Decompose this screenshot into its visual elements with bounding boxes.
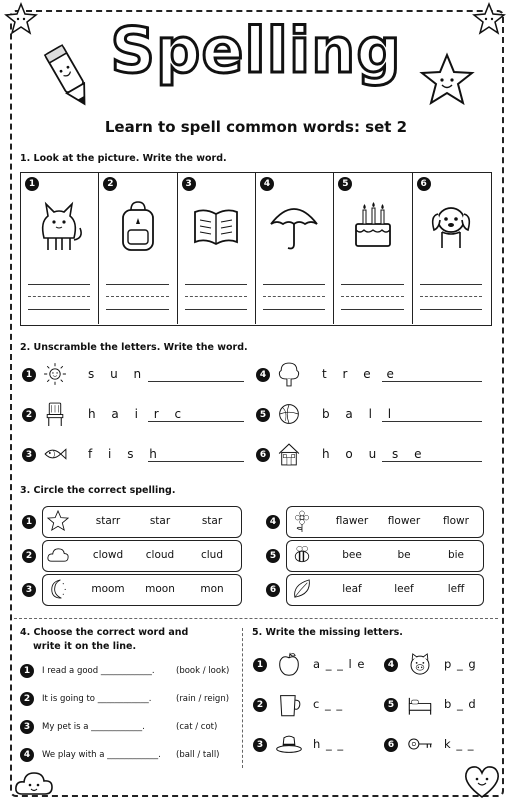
missing-letters-word[interactable]: a _ _ l e <box>313 657 366 671</box>
leaf-icon <box>290 577 314 601</box>
item-number-badge: 1 <box>22 515 36 529</box>
answer-line[interactable] <box>263 309 325 310</box>
guide-line <box>185 296 247 297</box>
column-divider <box>255 172 256 324</box>
spelling-option[interactable]: flawer <box>335 515 369 527</box>
spelling-option[interactable]: flower <box>387 515 421 527</box>
bee-icon <box>290 543 314 567</box>
answer-line[interactable] <box>148 381 244 382</box>
cup-icon <box>275 690 303 718</box>
item-number-badge: 1 <box>25 177 39 191</box>
spelling-option[interactable]: flowr <box>443 515 469 527</box>
page-title: Spelling <box>110 14 402 87</box>
item-number-badge: 5 <box>384 698 398 712</box>
sentence-with-blank[interactable]: It is going to ____________. <box>42 694 152 704</box>
page-subtitle: Learn to spell common words: set 2 <box>104 118 408 136</box>
answer-line[interactable] <box>341 309 403 310</box>
answer-line[interactable] <box>28 309 90 310</box>
item-number-badge: 5 <box>338 177 352 191</box>
guide-line <box>420 296 482 297</box>
item-number-badge: 5 <box>256 408 270 422</box>
item-number-badge: 3 <box>22 583 36 597</box>
cloud-icon <box>46 543 70 567</box>
answer-line[interactable] <box>420 284 482 285</box>
spelling-option[interactable]: moom <box>91 583 125 595</box>
word-choices: (book / look) <box>176 666 230 676</box>
item-number-badge: 4 <box>266 515 280 529</box>
answer-line[interactable] <box>106 284 168 285</box>
apple-icon <box>275 650 303 678</box>
chair-icon <box>42 401 68 427</box>
item-number-badge: 2 <box>22 549 36 563</box>
dog-icon <box>426 198 476 248</box>
spelling-option[interactable]: leef <box>394 583 414 595</box>
item-number-badge: 3 <box>182 177 196 191</box>
star-icon <box>46 509 70 533</box>
spelling-option[interactable]: leaf <box>342 583 362 595</box>
section1-heading: 1. Look at the picture. Write the word. <box>20 153 227 164</box>
item-number-badge: 2 <box>103 177 117 191</box>
section4-heading: 4. Choose the correct word and <box>20 627 189 638</box>
item-number-badge: 4 <box>384 658 398 672</box>
spelling-option[interactable]: star <box>201 515 223 527</box>
guide-line <box>28 296 90 297</box>
item-number-badge: 3 <box>20 720 34 734</box>
spelling-option[interactable]: be <box>397 549 411 561</box>
spelling-option[interactable]: moon <box>145 583 175 595</box>
item-number-badge: 1 <box>22 368 36 382</box>
missing-letters-word[interactable]: c _ _ <box>313 697 344 711</box>
divider <box>242 628 243 768</box>
answer-line[interactable] <box>106 309 168 310</box>
scrambled-letters: t r e e <box>322 367 400 381</box>
spelling-option[interactable]: clud <box>200 549 223 561</box>
item-number-badge: 6 <box>266 583 280 597</box>
item-number-badge: 2 <box>22 408 36 422</box>
answer-line[interactable] <box>382 381 482 382</box>
column-divider <box>98 172 99 324</box>
answer-line[interactable] <box>382 461 482 462</box>
guide-line <box>263 296 325 297</box>
item-number-badge: 6 <box>256 448 270 462</box>
flower-icon <box>290 509 314 533</box>
section2-heading: 2. Unscramble the letters. Write the word. <box>20 342 248 353</box>
item-number-badge: 1 <box>253 658 267 672</box>
item-number-badge: 6 <box>417 177 431 191</box>
item-number-badge: 3 <box>253 738 267 752</box>
cloud-corner-icon <box>14 768 54 798</box>
missing-letters-word[interactable]: k _ _ <box>444 737 475 751</box>
section4-heading-line2: write it on the line. <box>33 641 137 652</box>
answer-line[interactable] <box>28 284 90 285</box>
cake-icon <box>348 198 398 248</box>
house-icon <box>276 441 302 467</box>
item-number-badge: 4 <box>260 177 274 191</box>
hat-icon <box>275 730 303 758</box>
backpack-icon <box>113 198 163 248</box>
spelling-option[interactable]: bee <box>342 549 362 561</box>
spelling-option[interactable]: star <box>149 515 171 527</box>
item-number-badge: 6 <box>384 738 398 752</box>
answer-line[interactable] <box>185 284 247 285</box>
bed-icon <box>406 690 434 718</box>
missing-letters-word[interactable]: h _ _ <box>313 737 345 751</box>
sentence-with-blank[interactable]: We play with a ____________. <box>42 750 161 760</box>
item-number-badge: 4 <box>20 748 34 762</box>
section3-heading: 3. Circle the correct spelling. <box>20 485 176 496</box>
word-choices: (rain / reign) <box>176 694 230 704</box>
answer-line[interactable] <box>148 421 244 422</box>
answer-line[interactable] <box>420 309 482 310</box>
guide-line <box>341 296 403 297</box>
spelling-option[interactable]: mon <box>200 583 224 595</box>
scrambled-letters: s u n <box>88 367 148 381</box>
answer-line[interactable] <box>341 284 403 285</box>
key-icon <box>406 730 434 758</box>
section5-heading: 5. Write the missing letters. <box>252 627 403 638</box>
pig-icon <box>406 650 434 678</box>
scrambled-letters: h o u s e <box>322 447 428 461</box>
item-number-badge: 2 <box>20 692 34 706</box>
book-icon <box>191 198 241 248</box>
word-choices: (ball / tall) <box>176 750 220 760</box>
spelling-option[interactable]: starr <box>95 515 121 527</box>
answer-line[interactable] <box>382 421 482 422</box>
divider <box>14 618 498 619</box>
word-choices: (cat / cot) <box>176 722 218 732</box>
column-divider <box>412 172 413 324</box>
item-number-badge: 4 <box>256 368 270 382</box>
umbrella-icon <box>269 198 319 248</box>
spelling-option[interactable]: leff <box>447 583 465 595</box>
scrambled-letters: h a i r c <box>88 407 188 421</box>
tree-icon <box>276 361 302 387</box>
missing-letters-word[interactable]: b _ d <box>444 697 477 711</box>
fish-icon <box>42 441 68 467</box>
guide-line <box>106 296 168 297</box>
item-number-badge: 2 <box>253 698 267 712</box>
moon-icon <box>46 577 70 601</box>
sentence-with-blank[interactable]: My pet is a ____________. <box>42 722 145 732</box>
answer-line[interactable] <box>263 284 325 285</box>
column-divider <box>177 172 178 324</box>
spelling-option[interactable]: cloud <box>145 549 175 561</box>
heart-corner-icon <box>462 764 502 800</box>
cat-icon <box>34 198 84 248</box>
sentence-with-blank[interactable]: I read a good ____________. <box>42 666 155 676</box>
item-number-badge: 5 <box>266 549 280 563</box>
missing-letters-word[interactable]: p _ g <box>444 657 477 671</box>
ball-icon <box>276 401 302 427</box>
column-divider <box>333 172 334 324</box>
answer-line[interactable] <box>148 461 244 462</box>
scrambled-letters: f i s h <box>88 447 163 461</box>
section1-picture-grid <box>20 172 492 326</box>
answer-line[interactable] <box>185 309 247 310</box>
spelling-option[interactable]: clowd <box>92 549 124 561</box>
spelling-option[interactable]: bie <box>447 549 465 561</box>
sun-icon <box>42 361 68 387</box>
item-number-badge: 1 <box>20 664 34 678</box>
scrambled-letters: b a l l <box>322 407 398 421</box>
item-number-badge: 3 <box>22 448 36 462</box>
